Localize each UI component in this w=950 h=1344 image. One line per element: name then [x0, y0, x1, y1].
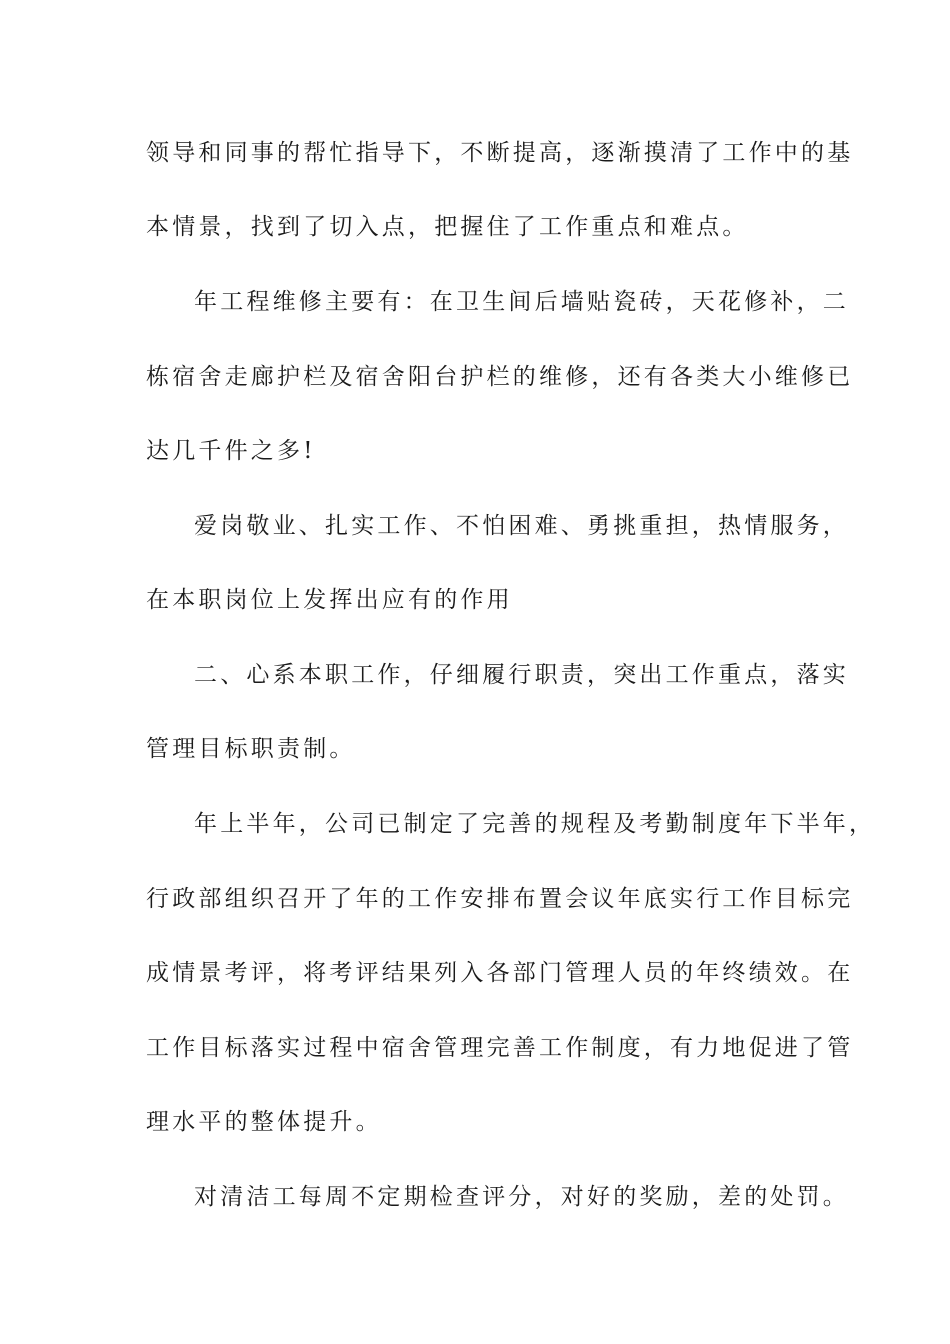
- text-line: 达几千件之多!: [146, 438, 316, 464]
- text-line: 工作目标落实过程中宿舍管理完善工作制度，有力地促进了管: [146, 1035, 854, 1061]
- text-line: 二、心系本职工作，仔细履行职责，突出工作重点，落实: [194, 662, 849, 688]
- text-line: 在本职岗位上发挥出应有的作用: [146, 587, 513, 613]
- text-line: 管理目标职责制。: [146, 736, 356, 762]
- text-line: 成情景考评，将考评结果列入各部门管理人员的年终绩效。在: [146, 960, 854, 986]
- text-line: 栋宿舍走廊护栏及宿舍阳台护栏的维修，还有各类大小维修已: [146, 364, 854, 390]
- text-line: 本情景，找到了切入点，把握住了工作重点和难点。: [146, 214, 749, 240]
- text-line: 爱岗敬业、扎实工作、不怕困难、勇挑重担，热情服务，: [194, 513, 849, 539]
- text-line: 领导和同事的帮忙指导下，不断提高，逐渐摸清了工作中的基: [146, 140, 854, 166]
- text-line: 年工程维修主要有：在卫生间后墙贴瓷砖，天花修补，二: [194, 289, 849, 315]
- text-line: 理水平的整体提升。: [146, 1109, 382, 1135]
- text-line: 对清洁工每周不定期检查评分，对好的奖励，差的处罚。: [194, 1184, 849, 1210]
- text-line: 行政部组织召开了年的工作安排布置会议年底实行工作目标完: [146, 886, 854, 912]
- text-line: 年上半年，公司已制定了完善的规程及考勤制度年下半年，: [194, 811, 876, 837]
